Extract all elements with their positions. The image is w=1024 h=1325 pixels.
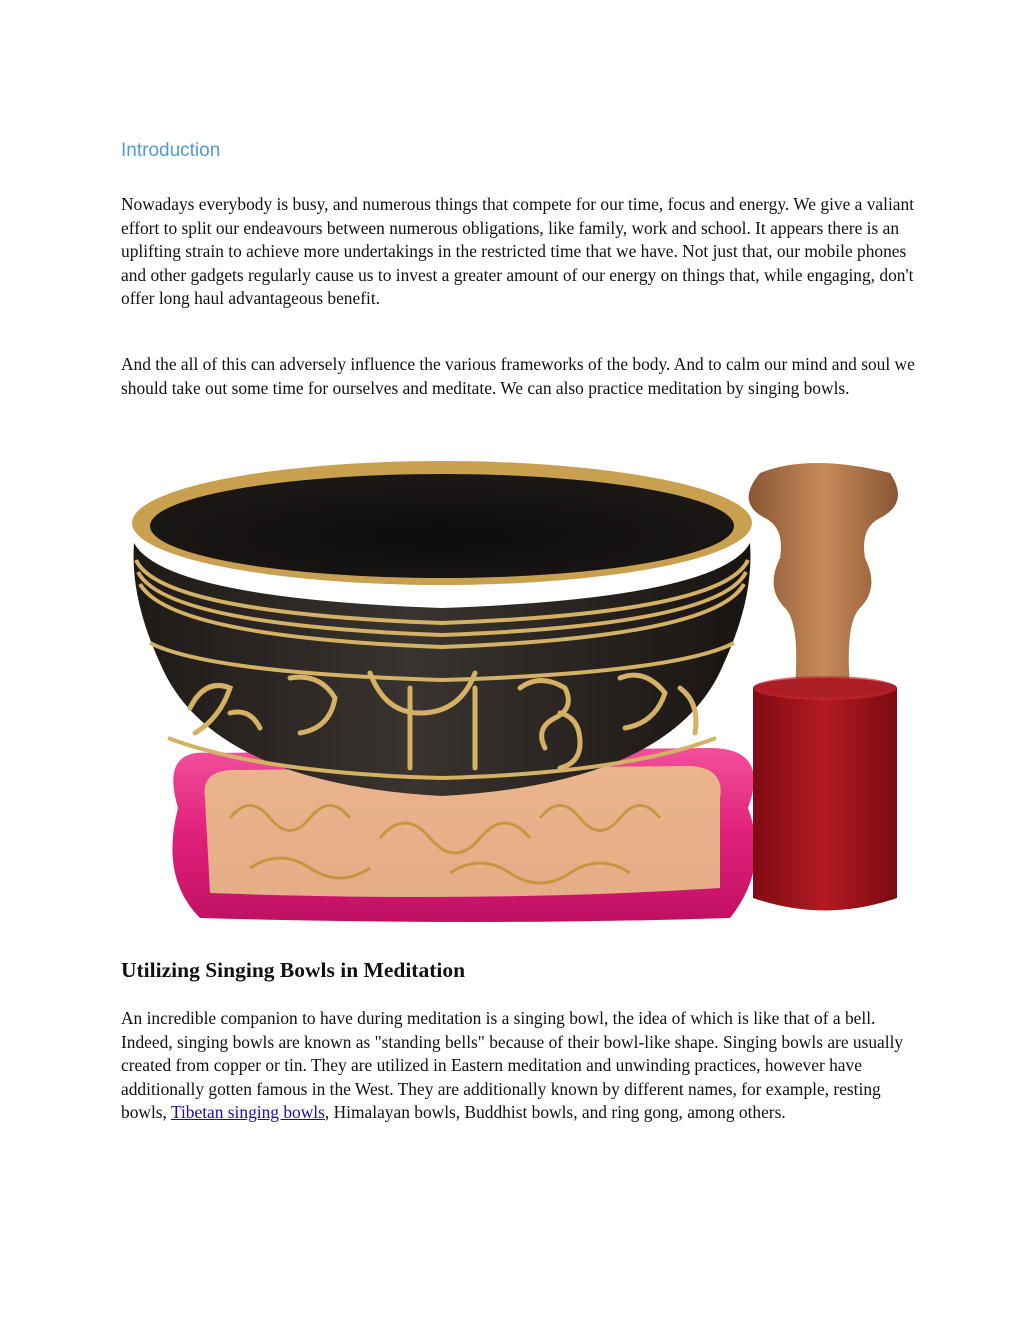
meditation-text-before-link: An incredible companion to have during meditation is a singing bowl, the idea of which is like that of a bell. Indeed, singing bowls are known as "standing bells" because of their bowl-like shape. Singing bowls are usually created from copper or tin. They are utilized in Eastern meditation and unwinding practices, however have additionally gotten famous in the West. They are additionally known by different names, for example, resting bowls, xyxy=(121,1008,904,1122)
singing-bowl-photo xyxy=(120,448,920,938)
tibetan-singing-bowls-link[interactable]: Tibetan singing bowls xyxy=(170,1102,325,1122)
intro-paragraph-1: Nowadays everybody is busy, and numerous things that compete for our time, focus and energy. We give a valiant effort to split our endeavours between numerous obligations, like family, work and school. It appears there is an uplifting strain to achieve more undertakings in the restricted time that we have. Not just that, our mobile phones and other gadgets regularly cause us to invest a greater amount of our energy on things that, while engaging, don't offer long haul advantageous benefit. xyxy=(121,194,915,308)
intro-paragraph-2: And the all of this can adversely influence the various frameworks of the body. And to calm our mind and soul we should take out some time for ourselves and meditate. We can also practice meditation by singing bowls. xyxy=(121,354,915,398)
bowl-graphic xyxy=(132,461,752,796)
meditation-heading: Utilizing Singing Bowls in Meditation xyxy=(121,958,466,982)
mallet-graphic xyxy=(749,463,898,911)
meditation-text-after-link: , Himalayan bowls, Buddhist bowls, and ring gong, among others. xyxy=(324,1102,786,1122)
meditation-paragraph xyxy=(121,1007,921,1125)
introduction-heading: Introduction xyxy=(121,140,221,161)
